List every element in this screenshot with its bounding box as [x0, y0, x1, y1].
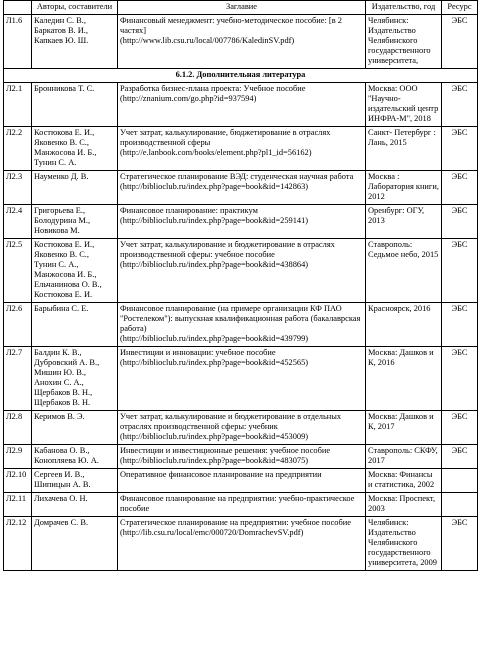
entry-authors: Домрачев С. В. — [32, 517, 118, 571]
entry-resource: ЭБС — [442, 517, 478, 571]
bibliography-document — [3, 0, 477, 571]
entry-resource — [442, 469, 478, 493]
entry-id: Л2.5 — [4, 239, 32, 303]
table-row — [4, 347, 478, 411]
entry-title: Финансовый менеджмент: учебно-методическое пособие: [в 2 частях] (http://www.lib.csu.ru/local/007786/KaledinSV.pdf) — [118, 15, 366, 69]
entry-id: Л2.6 — [4, 303, 32, 347]
entry-resource: ЭБС — [442, 83, 478, 127]
entry-authors: Каледин С. В., Баркатов В. И., Капкаев Ю. Ш. — [32, 15, 118, 69]
table-row — [4, 205, 478, 239]
entry-title: Стратегическое планирование ВЭД: студенческая научная работа (http://biblioclub.ru/index.php?page=book&id=142863) — [118, 171, 366, 205]
entry-authors: Барыбина С. Е. — [32, 303, 118, 347]
table-row — [4, 127, 478, 171]
entry-title: Учет затрат, калькулирование, бюджетирование в отраслях производственной сферы (http://e.lanbook.com/books/element.php?pl1_id=56162) — [118, 127, 366, 171]
entry-title: Финансовое планирование на предприятии: учебно-практическое пособие — [118, 493, 366, 517]
table-row — [4, 171, 478, 205]
entry-title: Финансовое планирование (на примере организации КФ ПАО "Ростелеком"): выпускная квалификационная работа (бакалаврская работа) (http://biblioclub.ru/index.php?page=book&id=439799) — [118, 303, 366, 347]
entry-publisher: Москва: Проспект, 2003 — [366, 493, 442, 517]
table-row — [4, 411, 478, 445]
table-row — [4, 517, 478, 571]
table-row — [4, 239, 478, 303]
table-row — [4, 15, 478, 69]
entry-id: Л2.4 — [4, 205, 32, 239]
entry-title: Инвестиции и инновации: учебное пособие (http://biblioclub.ru/index.php?page=book&id=452565) — [118, 347, 366, 411]
entry-id: Л2.10 — [4, 469, 32, 493]
entry-id: Л2.3 — [4, 171, 32, 205]
entry-id: Л2.2 — [4, 127, 32, 171]
entry-resource — [442, 493, 478, 517]
entry-publisher: Челябинск: Издательство Челябинского государственного университета, — [366, 15, 442, 69]
entry-id: Л2.11 — [4, 493, 32, 517]
entry-resource: ЭБС — [442, 239, 478, 303]
entry-resource: ЭБС — [442, 411, 478, 445]
entry-title: Разработка бизнес-плана проекта: Учебное пособие (http://znanium.com/go.php?id=937594) — [118, 83, 366, 127]
table-header-row — [4, 1, 478, 15]
entry-authors: Керимов В. Э. — [32, 411, 118, 445]
entry-resource: ЭБС — [442, 303, 478, 347]
header-title: Заглавие — [118, 1, 366, 15]
entry-authors: Балдин К. В., Дубровский А. В., Мишин Ю. В., Анохин С. А., Щербаков В. Н., Щербаков В. Н. — [32, 347, 118, 411]
table-row — [4, 83, 478, 127]
entry-authors: Костюкова Е. И., Яковенко В. С., Манжосова И. Б., Тунин С. А. — [32, 127, 118, 171]
entry-publisher: Ставрополь: СКФУ, 2017 — [366, 445, 442, 469]
entry-resource: ЭБС — [442, 445, 478, 469]
entry-id: Л1.6 — [4, 15, 32, 69]
entry-publisher: Санкт- Петербург : Лань, 2015 — [366, 127, 442, 171]
header-authors: Авторы, составители — [32, 1, 118, 15]
entry-publisher: Москва: ООО "Научно-издательский центр ИНФРА-М", 2018 — [366, 83, 442, 127]
entry-id: Л2.12 — [4, 517, 32, 571]
entry-resource: ЭБС — [442, 205, 478, 239]
entry-resource: ЭБС — [442, 171, 478, 205]
entry-publisher: Челябинск: Издательство Челябинского государственного университета, 2009 — [366, 517, 442, 571]
entry-authors: Бронникова Т. С. — [32, 83, 118, 127]
entry-authors: Костюкова Е. И., Яковенко В. С., Тунин С. А., Манжосова И. Б., Ельчанинова О. В., Костюкова Е. И. — [32, 239, 118, 303]
entry-resource: ЭБС — [442, 15, 478, 69]
entry-title: Учет затрат, калькулирование и бюджетирование в отраслях производственной сферы: учебное пособие (http://biblioclub.ru/index.php?page=book&id=438864) — [118, 239, 366, 303]
header-resource: Ресурс — [442, 1, 478, 15]
entry-title: Инвестиции и инвестиционные решения: учебное пособие (http://biblioclub.ru/index.php?page=book&id=483075) — [118, 445, 366, 469]
entry-title: Учет затрат, калькулирование и бюджетирование в отдельных отраслях производственной сферы: учебник (http://biblioclub.ru/index.php?page=book&id=453009) — [118, 411, 366, 445]
header-publisher: Издательство, год — [366, 1, 442, 15]
entry-publisher: Оренбург: ОГУ, 2013 — [366, 205, 442, 239]
entry-publisher: Москва: Финансы и статистика, 2002 — [366, 469, 442, 493]
entry-publisher: Москва: Дашков и К, 2017 — [366, 411, 442, 445]
entry-resource: ЭБС — [442, 127, 478, 171]
entry-authors: Григорьева Е., Болодурина М., Новикова М. — [32, 205, 118, 239]
entry-publisher: Красноярск, 2016 — [366, 303, 442, 347]
entry-publisher: Москва : Лаборатория книги, 2012 — [366, 171, 442, 205]
entry-title: Стратегическое планирование на предприятии: учебное пособие (http://lib.csu.ru/local/emc/000720/DomrachevSV.pdf) — [118, 517, 366, 571]
entry-title: Оперативное финансовое планирование на предприятии — [118, 469, 366, 493]
entry-authors: Лихачева О. Н. — [32, 493, 118, 517]
table-row — [4, 303, 478, 347]
entry-publisher: Ставрополь: Седьмое небо, 2015 — [366, 239, 442, 303]
bibliography-table — [3, 0, 478, 571]
entry-authors: Сергеев И. В., Шипицын А. В. — [32, 469, 118, 493]
section-row — [4, 69, 478, 83]
entry-id: Л2.7 — [4, 347, 32, 411]
section-title: 6.1.2. Дополнительная литература — [4, 69, 478, 83]
table-row — [4, 493, 478, 517]
header-id-cell — [4, 1, 32, 15]
table-row — [4, 469, 478, 493]
entry-id: Л2.8 — [4, 411, 32, 445]
entry-authors: Науменко Д. В. — [32, 171, 118, 205]
entry-id: Л2.1 — [4, 83, 32, 127]
entry-authors: Кабанова О. В., Конопляева Ю. А. — [32, 445, 118, 469]
entry-title: Финансовое планирование: практикум (http://biblioclub.ru/index.php?page=book&id=259141) — [118, 205, 366, 239]
table-row — [4, 445, 478, 469]
entry-resource: ЭБС — [442, 347, 478, 411]
entry-publisher: Москва: Дашков и К, 2016 — [366, 347, 442, 411]
entry-id: Л2.9 — [4, 445, 32, 469]
